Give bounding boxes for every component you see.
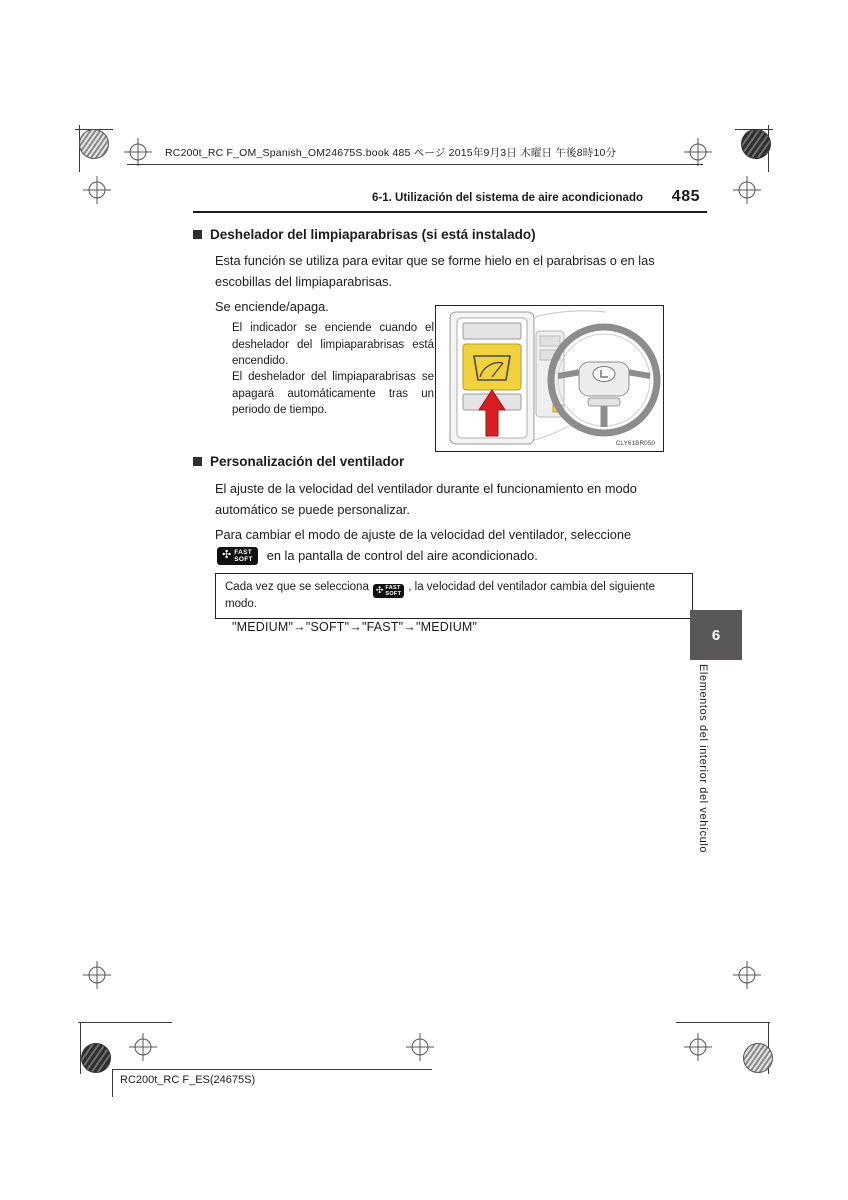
chapter-side-label: Elementos del interior del vehículo bbox=[697, 664, 709, 854]
trim-line bbox=[676, 1022, 770, 1023]
note-text-post: , la velocidad del ventilador cambia del siguiente modo. bbox=[225, 581, 656, 610]
chapter-tab bbox=[690, 610, 742, 660]
defroster-autooff-note: El deshelador del limpiaparabrisas se apagará automáticamente tras un periodo de tiempo. bbox=[232, 371, 434, 416]
chapter-tab-number: 6 bbox=[711, 626, 721, 644]
registration-mark-icon bbox=[684, 138, 712, 166]
section-heading-fan bbox=[193, 454, 404, 469]
fan-button-label-fast: FAST bbox=[385, 584, 401, 591]
fan-button-label-fast: FAST bbox=[234, 548, 253, 556]
fan-note-box bbox=[215, 573, 693, 619]
registration-mark-icon bbox=[406, 1033, 434, 1061]
fan-howto-line1: Para cambiar el modo de ajuste de la velocidad del ventilador, seleccione bbox=[215, 527, 632, 542]
defroster-figure bbox=[435, 305, 664, 452]
section-title: Personalización del ventilador bbox=[210, 454, 405, 469]
registration-mark-icon bbox=[733, 176, 761, 204]
registration-mark-icon bbox=[129, 1033, 157, 1061]
section-heading-defroster bbox=[193, 227, 536, 242]
page-number: 485 bbox=[671, 188, 700, 205]
defroster-indicator-note: El indicador se enciende cuando el deshelador del limpiaparabrisas está encendido. bbox=[232, 322, 434, 367]
registration-mark-icon bbox=[684, 1033, 712, 1061]
trim-line bbox=[127, 164, 703, 165]
trim-line bbox=[80, 1022, 81, 1074]
page-header-title: 6-1. Utilización del sistema de aire acondicionado bbox=[372, 192, 643, 204]
fan-speed-mode-button bbox=[217, 547, 258, 565]
section-marker-icon bbox=[193, 457, 202, 466]
section-title: Deshelador del limpiaparabrisas (si está instalado) bbox=[210, 227, 536, 242]
registration-mark-icon bbox=[83, 176, 111, 204]
trim-line bbox=[112, 1069, 113, 1097]
brand-logo bbox=[593, 367, 615, 382]
registration-mark-icon bbox=[124, 138, 152, 166]
registration-target-icon bbox=[741, 129, 771, 159]
fan-icon: ✣ bbox=[222, 549, 232, 561]
registration-target-icon bbox=[743, 1043, 773, 1073]
fan-howto-line2 bbox=[217, 545, 538, 566]
defroster-toggle-text: Se enciende/apaga. bbox=[215, 299, 329, 314]
print-footer-code: RC200t_RC F_ES(24675S) bbox=[120, 1074, 256, 1086]
defroster-illustration bbox=[436, 306, 661, 449]
trim-line bbox=[78, 1022, 172, 1023]
fan-icon: ✣ bbox=[375, 585, 384, 595]
fan-button-label-soft: SOFT bbox=[234, 555, 253, 563]
defroster-intro-paragraph: Esta función se utiliza para evitar que se forme hielo en el parabrisas o en las escobillas del limpiaparabrisas. bbox=[215, 253, 655, 289]
wiper-deicer-button bbox=[463, 344, 521, 390]
registration-mark-icon bbox=[733, 961, 761, 989]
registration-target-icon bbox=[79, 129, 109, 159]
fan-speed-mode-button-small bbox=[373, 584, 404, 598]
fan-intro-paragraph: El ajuste de la velocidad del ventilador durante el funcionamiento en modo automático se puede personalizar. bbox=[215, 481, 637, 517]
registration-target-icon bbox=[81, 1043, 111, 1073]
figure-code: CLY61BR050 bbox=[615, 440, 655, 447]
fan-button-label-soft: SOFT bbox=[385, 590, 402, 597]
trim-line bbox=[112, 1069, 432, 1070]
fan-howto-line2-text: en la pantalla de control del aire acondicionado. bbox=[266, 548, 538, 563]
header-rule bbox=[193, 211, 707, 213]
fan-mode-sequence: "MEDIUM"→"SOFT"→"FAST"→"MEDIUM" bbox=[232, 620, 478, 634]
section-marker-icon bbox=[193, 230, 202, 239]
note-text-pre: Cada vez que se selecciona bbox=[225, 581, 369, 593]
print-job-info: RC200t_RC F_OM_Spanish_OM24675S.book 485 ページ 2015年9月3日 木曜日 午後8時10分 bbox=[165, 147, 617, 159]
registration-mark-icon bbox=[83, 961, 111, 989]
